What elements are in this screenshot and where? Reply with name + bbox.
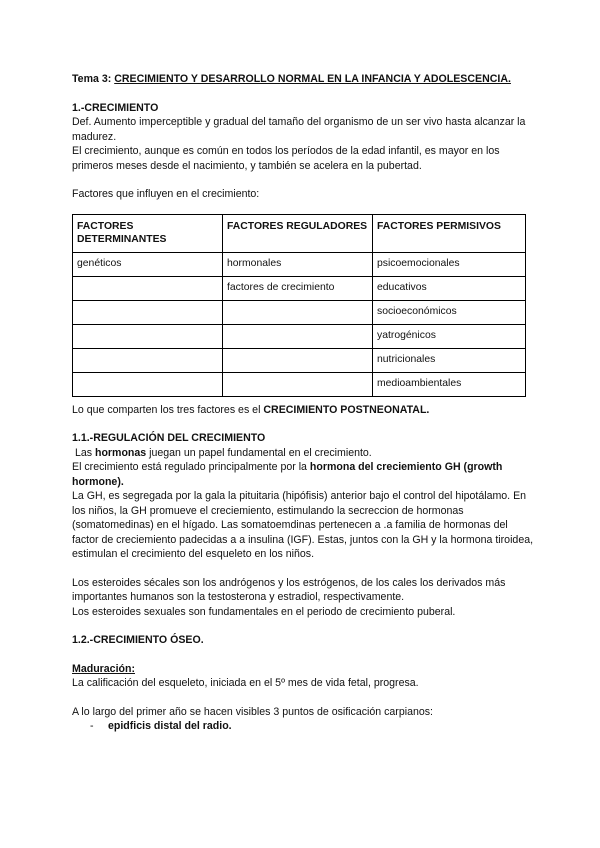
table-header-cell: FACTORES DETERMINANTES (73, 214, 223, 252)
table-cell: factores de crecimiento (223, 276, 373, 300)
factors-table (72, 214, 526, 397)
gh-line-pre: El crecimiento está regulado principalmente por la (72, 461, 310, 473)
section-1-2-heading: 1.2.-CRECIMIENTO ÓSEO. (72, 634, 204, 646)
list-item (72, 719, 534, 734)
section-1-1-heading: 1.1.-REGULACIÓN DEL CRECIMIENTO (72, 432, 266, 444)
steroids-paragraph: Los esteroides sécales son los andrógenos y los estrógenos, de los cales los derivados más importantes humanos son la testosterona y estradiol, respectivamente. (72, 576, 506, 603)
table-cell (73, 324, 223, 348)
table-cell (223, 372, 373, 396)
title-prefix: Tema 3: (72, 73, 115, 85)
maturation-heading: Maduración: (72, 662, 135, 675)
table-row (73, 300, 526, 324)
table-cell (223, 324, 373, 348)
table-row (73, 276, 526, 300)
gh-bold: hormona del creciemiento GH (growth hormone). (72, 461, 503, 488)
table-cell: yatrogénicos (373, 324, 526, 348)
table-cell: socioeconómicos (373, 300, 526, 324)
table-row (73, 324, 526, 348)
table-cell: medioambientales (373, 372, 526, 396)
table-cell: psicoemocionales (373, 252, 526, 276)
gh-paragraph: La GH, es segregada por la gala la pituitaria (hipófisis) anterior bajo el control del hipotálamo. En los niños, la GH promueve el creciemiento, estimulando la secreccion de hormonas (somatomedinas) en el hígado. Las somatoemdinas pertenecen a .a familia de hormonas del factor de creciemiento padecidas a a insulina (IGF). Estas, juntos con la GH y la hormona tiroidea, estimulan el crecimiento del esqueleto en los niños. (72, 490, 534, 560)
table-cell (223, 348, 373, 372)
table-row (73, 348, 526, 372)
document-title (72, 72, 534, 87)
shared-prefix: Lo que comparten los tres factores es el (72, 403, 264, 416)
sex-steroids-paragraph: Los esteroides sexuales son fundamentales en el periodo de crecimiento puberal. (72, 605, 456, 618)
table-cell: hormonales (223, 252, 373, 276)
document-page (72, 72, 534, 734)
hormones-line-pre: Las (72, 446, 95, 459)
gh-line (72, 460, 534, 489)
growth-paragraph: El crecimiento, aunque es común en todos los períodos de la edad infantil, es mayor en los primeros meses desde el nacimiento, y también se acelera en la pubertad. (72, 145, 500, 172)
shared-factor-line (72, 403, 534, 418)
list-item-text: epidficis distal del radio. (108, 720, 232, 732)
table-cell (73, 300, 223, 324)
table-cell (73, 276, 223, 300)
table-header-row (73, 214, 526, 252)
factors-intro: Factores que influyen en el crecimiento: (72, 188, 260, 200)
table-header-cell: FACTORES REGULADORES (223, 214, 373, 252)
table-header-cell: FACTORES PERMISIVOS (373, 214, 526, 252)
definition-paragraph: Def. Aumento imperceptible y gradual del tamaño del organismo de un ser vivo hasta alcanzar la madurez. (72, 116, 526, 143)
section-1-heading: 1.-CRECIMIENTO (72, 101, 159, 114)
table-cell: genéticos (73, 252, 223, 276)
table-cell: educativos (373, 276, 526, 300)
table-row (73, 252, 526, 276)
hormones-line-post: juegan un papel fundamental en el crecimiento. (146, 446, 372, 459)
dash-icon: - (90, 720, 94, 732)
table-cell: nutricionales (373, 348, 526, 372)
shared-bold: CRECIMIENTO POSTNEONATAL. (263, 403, 430, 416)
hormones-bold: hormonas (94, 446, 147, 459)
title-text: CRECIMIENTO Y DESARROLLO NORMAL EN LA INFANCIA Y ADOLESCENCIA. (114, 73, 511, 85)
ossification-list (72, 719, 534, 734)
hormones-line (72, 446, 534, 461)
table-cell (73, 348, 223, 372)
table-row (73, 372, 526, 396)
table-cell (223, 300, 373, 324)
first-year-paragraph: A lo largo del primer año se hacen visibles 3 puntos de osificación carpianos: (72, 705, 433, 718)
calcification-paragraph: La calificación del esqueleto, iniciada en el 5º mes de vida fetal, progresa. (72, 677, 419, 689)
table-cell (73, 372, 223, 396)
